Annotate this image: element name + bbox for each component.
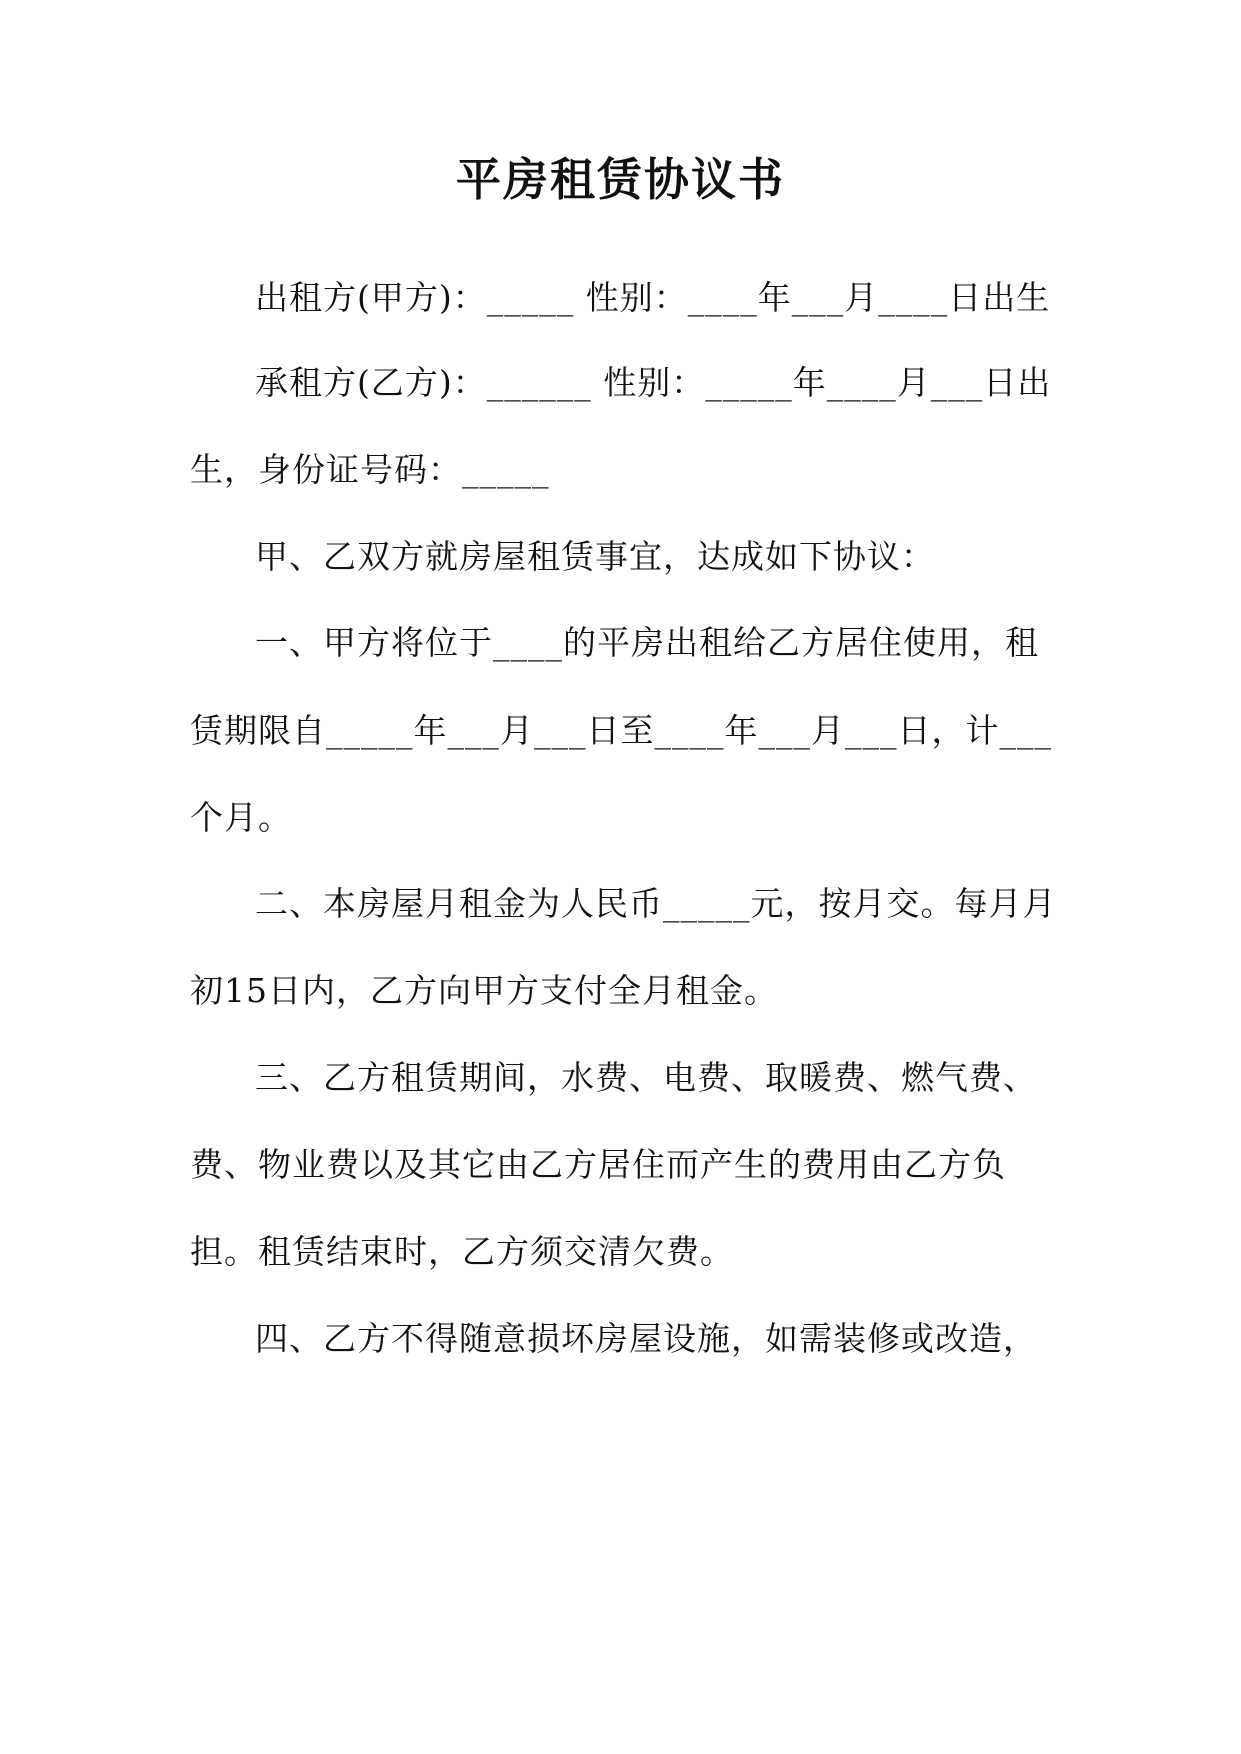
agreement-intro: 甲、乙双方就房屋租赁事宜，达成如下协议： — [255, 537, 935, 576]
clause-3-line-3: 担。租赁结束时，乙方须交清欠费。 — [190, 1232, 734, 1271]
lessee-info-line: 承租方(乙方)：______ 性别：_____年____月___日出 — [255, 363, 1052, 402]
lessee-id-line: 生，身份证号码：_____ — [190, 450, 550, 489]
clause-1-line-2: 赁期限自_____年___月___日至____年___月___日，计___ — [190, 711, 1052, 750]
clause-1-line-3: 个月。 — [190, 798, 292, 837]
clause-1-line-1: 一、甲方将位于____的平房出租给乙方居住使用，租 — [255, 623, 1039, 662]
clause-2-line-1: 二、本房屋月租金为人民币_____元，按月交。每月月 — [255, 884, 1057, 923]
clause-3-line-2: 费、物业费以及其它由乙方居住而产生的费用由乙方负 — [190, 1145, 1006, 1184]
clause-2-line-2: 初15日内，乙方向甲方支付全月租金。 — [190, 971, 778, 1010]
document-title: 平房租赁协议书 — [455, 153, 785, 206]
clause-4-line-1: 四、乙方不得随意损坏房屋设施，如需装修或改造， — [255, 1319, 1037, 1358]
lessor-info-line: 出租方(甲方)：_____ 性别：____年___月____日出生 — [255, 278, 1051, 317]
clause-3-line-1: 三、乙方租赁期间，水费、电费、取暖费、燃气费、 — [255, 1058, 1037, 1097]
